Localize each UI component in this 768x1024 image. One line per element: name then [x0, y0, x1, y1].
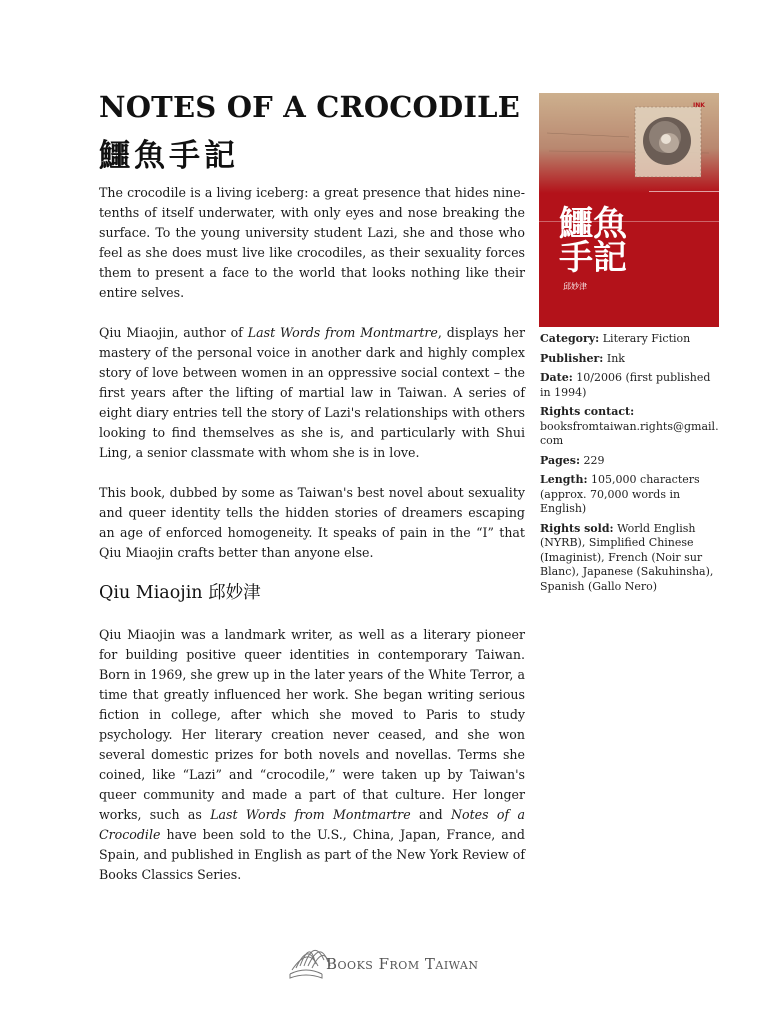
synopsis-paragraph-1: The crocodile is a living iceberg: a great presence that hides nine-tenths of itself underwater, with only eyes and nose breaking the surface. To the young university student Lazi, she and those who feel as she does must live like crocodiles, as their sexuality forces them to present a face to the world that looks nothing like their entire selves.	[99, 185, 525, 300]
text-run: and	[410, 807, 451, 822]
book-reference: Last Words from Montmartre	[247, 325, 438, 340]
main-column	[99, 183, 525, 885]
detail-length	[540, 473, 720, 517]
book-reference: Last Words from Montmartre	[210, 807, 411, 822]
book-cover-image	[539, 93, 719, 327]
book-details	[540, 332, 720, 599]
detail-date	[540, 371, 720, 400]
logo-letter: T	[419, 955, 436, 973]
cover-title-line-1: 鱷魚	[559, 204, 627, 244]
logo-letters: AIWAN	[435, 959, 479, 972]
rights-contact-email[interactable]: booksfromtaiwan.rights@gmail.com	[540, 419, 719, 447]
text-run: Qiu Miaojin was a landmark writer, as well as a literary pioneer for building positive queer identities in contemporary Taiwan. Born in 1969, she grew up in the later years of the White Terror, a time that greatly influenced her work. She began writing serious fiction in college, after which she moved to Paris to study psychology. Her literary creation never ceased, and she won several domestic prizes for both novels and novellas. Terms she coined, like “Lazi” and “crocodile,” were taken up by Taiwan's queer community and made a part of that culture. Her longer works, such as	[99, 627, 525, 822]
detail-value: Literary Fiction	[599, 332, 691, 345]
rose-photo-icon	[643, 117, 691, 165]
text-run: Qiu Miaojin, author of	[99, 325, 248, 340]
detail-label: Length:	[540, 473, 588, 486]
text-run: have been sold to the U.S., China, Japan, France, and Spain, and published in English as part of the New York Review of Books Classics Series.	[99, 827, 525, 882]
detail-label: Pages:	[540, 453, 581, 467]
detail-value: 229	[580, 453, 605, 467]
detail-pages	[540, 454, 720, 469]
detail-label: Date:	[540, 371, 573, 384]
text-run: , displays her mastery of the personal voice in another dark and highly complex story of love between women in an oppressive social context – the first years after the lifting of martial law in Taiwan. A series of eight diary entries tell the story of Lazi's relationships with others looking to find themselves as she is, and particularly with Shui Ling, a senior classmate with whom she is in love.	[99, 325, 525, 460]
book-title: NOTES OF A CROCODILE	[99, 90, 521, 124]
synopsis-paragraph-3: This book, dubbed by some as Taiwan's best novel about sexuality and queer identity tells the hidden stories of dreamers escaping an age of enforced homogeneity. It speaks of pain in the “I” that Qiu Miaojin crafts better than anyone else.	[99, 485, 525, 560]
logo-letters: ROM	[389, 959, 420, 972]
publisher-logo-text	[326, 955, 479, 973]
cover-title-line-2: 手記	[559, 238, 627, 278]
detail-value: World English (NYRB), Simplified Chinese (Imaginist), French (Noir sur Blanc), Japanese (Sakuhinsha), Spanish (Gallo Nero)	[540, 521, 714, 593]
synopsis-paragraph-2	[99, 323, 525, 463]
svg-text:INK: INK	[693, 102, 705, 109]
detail-label: Category:	[540, 332, 600, 345]
cover-author: 邱妙津	[563, 282, 587, 291]
detail-value: 105,000 characters (approx. 70,000 words in English)	[540, 473, 700, 515]
detail-label: Rights sold:	[540, 521, 614, 535]
detail-value: Ink	[603, 351, 625, 365]
detail-label: Rights contact:	[540, 405, 635, 418]
book-title-chinese: 鱷魚手記	[99, 138, 239, 174]
detail-label: Publisher:	[540, 351, 604, 365]
author-bio	[99, 625, 525, 885]
detail-rights-contact	[540, 405, 720, 449]
detail-rights-sold	[540, 522, 720, 595]
detail-category	[540, 332, 720, 347]
logo-letters: OOKS	[337, 959, 374, 972]
logo-letter: B	[326, 955, 338, 973]
detail-value: 10/2006 (first published in 1994)	[540, 371, 711, 399]
detail-publisher	[540, 352, 720, 367]
author-heading: Qiu Miaojin 邱妙津	[99, 583, 261, 603]
book-reference: Notes of a Crocodile	[99, 807, 525, 842]
logo-letter: F	[373, 955, 390, 973]
